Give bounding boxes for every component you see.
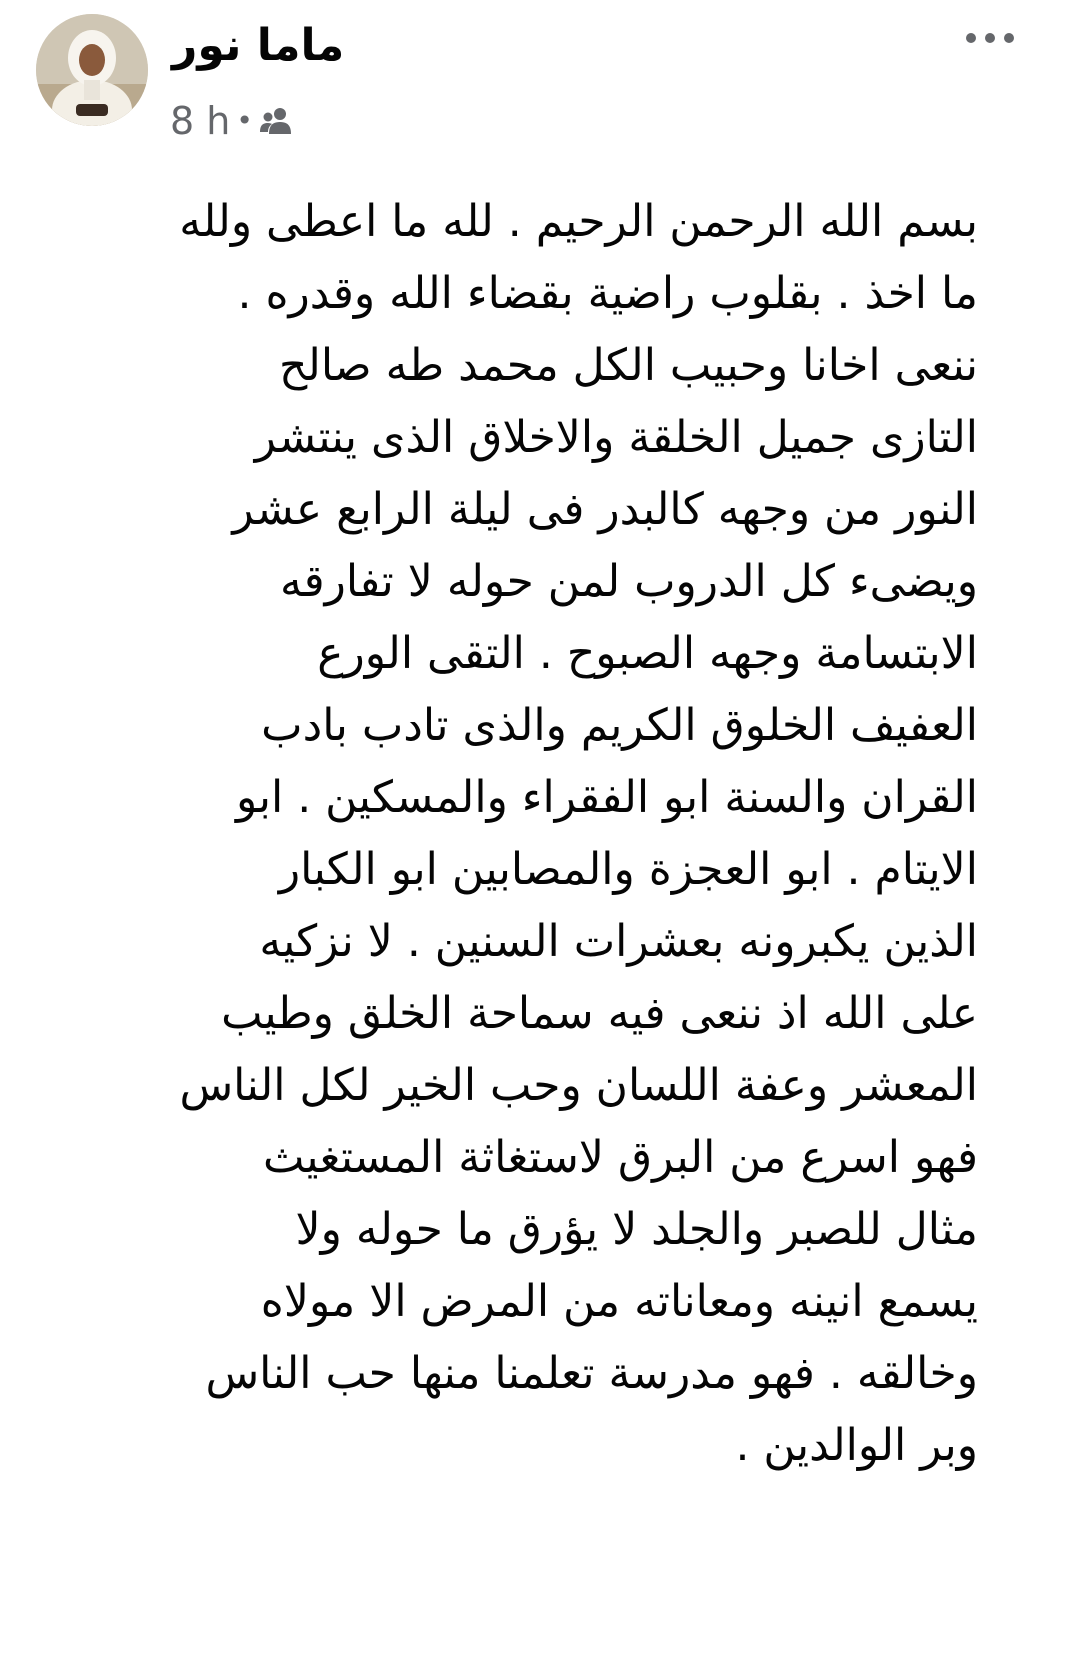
- post-text-line: ويضىء كل الدروب لمن حوله لا تفارقه: [280, 556, 978, 607]
- avatar-photo: [36, 14, 148, 126]
- post-text-line: الابتسامة وجهه الصبوح . التقى الورع: [317, 628, 978, 679]
- friends-icon[interactable]: [259, 107, 293, 135]
- post-text-line: التازى جميل الخلقة والاخلاق الذى ينتشر: [254, 412, 978, 463]
- post-text-line: الايتام . ابو العجزة والمصابين ابو الكبار: [278, 844, 978, 895]
- post-text-line: مثال للصبر والجلد لا يؤرق ما حوله ولا: [295, 1204, 978, 1255]
- author-name[interactable]: ماما نور: [172, 20, 345, 71]
- post-text-line: على الله اذ ننعى فيه سماحة الخلق وطيب: [221, 988, 978, 1039]
- post-text-line: فهو اسرع من البرق لاستغاثة المستغيث: [263, 1132, 978, 1183]
- more-options-button[interactable]: [954, 14, 1026, 62]
- post-text-line: النور من وجهه كالبدر فى ليلة الرابع عشر: [232, 484, 978, 535]
- post-body-text: [60, 186, 978, 1482]
- more-options-icon: [965, 32, 1015, 44]
- post-header: [36, 14, 1046, 143]
- post-text-line: وبر الوالدين .: [735, 1420, 978, 1471]
- post-text-line: المعشر وعفة اللسان وحب الخير لكل الناس: [179, 1060, 978, 1111]
- post-text-line: العفيف الخلوق الكريم والذى تادب بادب: [261, 700, 978, 751]
- post-text-line: ننعى اخانا وحبيب الكل محمد طه صالح: [279, 340, 978, 391]
- meta-separator: •: [236, 104, 253, 137]
- post-text-line: يسمع انينه ومعاناته من المرض الا مولاه: [260, 1276, 978, 1327]
- post-text-line: وخالقه . فهو مدرسة تعلمنا منها حب الناس: [205, 1348, 978, 1399]
- post-text-line: الذين يكبرونه بعشرات السنين . لا نزكيه: [259, 916, 978, 967]
- author-avatar[interactable]: [36, 14, 148, 126]
- post-timestamp[interactable]: 8 h: [170, 99, 231, 143]
- post-text-line: بسم الله الرحمن الرحيم . لله ما اعطى ولله: [179, 196, 978, 247]
- post-text-line: القران والسنة ابو الفقراء والمسكين . ابو: [236, 772, 978, 823]
- post-text-line: ما اخذ . بقلوب راضية بقضاء الله وقدره .: [237, 268, 978, 319]
- post-meta: [170, 96, 293, 146]
